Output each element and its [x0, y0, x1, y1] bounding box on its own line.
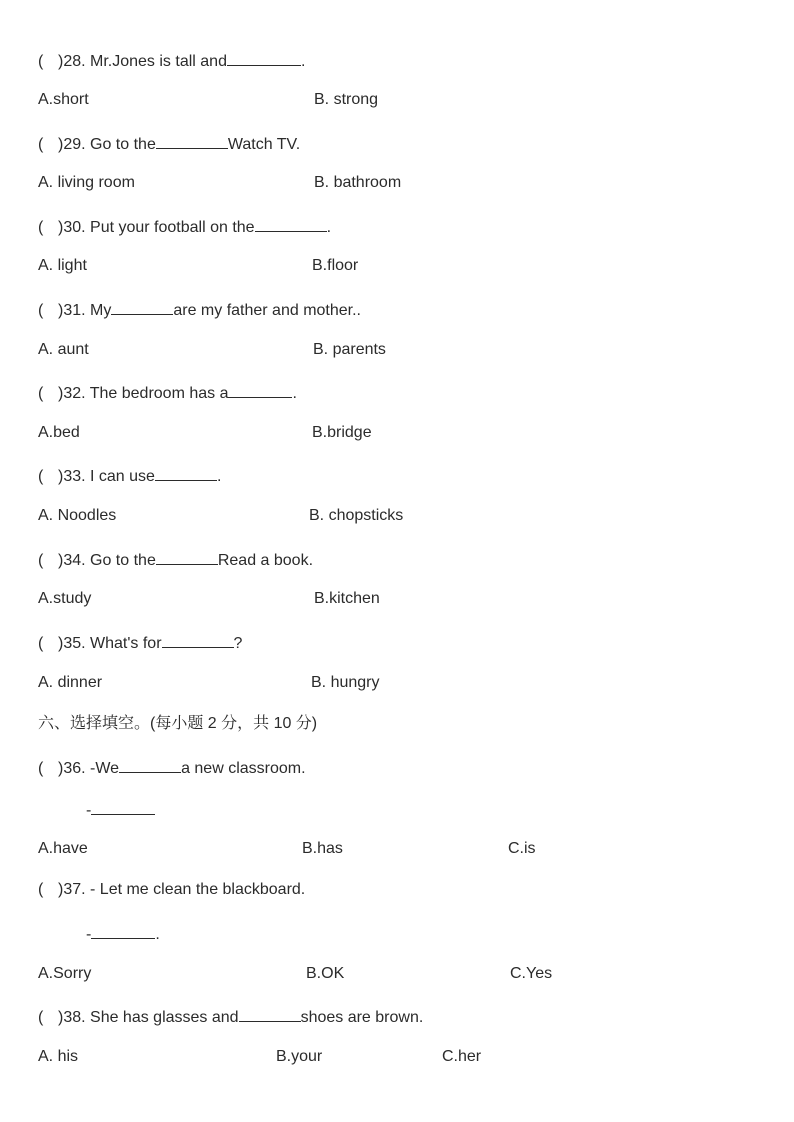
option-b: B. strong — [314, 91, 379, 108]
option-b: B. bathroom — [314, 174, 402, 191]
answer-blank[interactable] — [239, 1005, 301, 1022]
option-b: B.OK — [306, 965, 345, 982]
question-35: ( )35. What's for ? — [38, 631, 242, 654]
option-a: A.Sorry — [38, 965, 92, 982]
option-a: A. dinner — [38, 674, 103, 691]
option-a: A.study — [38, 590, 92, 607]
answer-blank[interactable] — [162, 631, 234, 648]
reply-line: - — [86, 798, 155, 821]
answer-blank[interactable] — [156, 132, 228, 149]
option-b: B.kitchen — [314, 590, 380, 607]
answer-paren[interactable]: ( — [38, 1009, 44, 1026]
answer-paren[interactable]: ( — [38, 881, 44, 898]
option-a: A. aunt — [38, 341, 89, 358]
question-31: ( )31. My are my father and mother.. — [38, 298, 361, 321]
answer-blank[interactable] — [227, 49, 301, 66]
question-36: ( )36. -We a new classroom. — [38, 756, 306, 779]
reply-blank[interactable] — [91, 798, 155, 815]
option-a: A.have — [38, 840, 88, 857]
answer-blank[interactable] — [156, 548, 218, 565]
question-34: ( )34. Go to the Read a book. — [38, 548, 313, 571]
question-29: ( )29. Go to the Watch TV. — [38, 132, 300, 155]
question-33: ( )33. I can use . — [38, 464, 221, 487]
option-c: C.is — [508, 840, 536, 857]
reply-line: - . — [86, 922, 160, 945]
answer-paren[interactable]: ( — [38, 219, 44, 236]
option-b: B. chopsticks — [309, 507, 404, 524]
option-a: A. his — [38, 1048, 79, 1065]
question-30: ( )30. Put your football on the . — [38, 215, 331, 238]
option-b: B. hungry — [311, 674, 380, 691]
question-38: ( )38. She has glasses and shoes are brown. — [38, 1005, 423, 1028]
option-b: B.has — [302, 840, 343, 857]
option-a: A. living room — [38, 174, 135, 191]
reply-blank[interactable] — [91, 922, 155, 939]
answer-paren[interactable]: ( — [38, 468, 44, 485]
answer-blank[interactable] — [228, 381, 292, 398]
answer-paren[interactable]: ( — [38, 53, 44, 70]
answer-blank[interactable] — [119, 756, 181, 773]
option-a: A. Noodles — [38, 507, 117, 524]
answer-paren[interactable]: ( — [38, 136, 44, 153]
answer-paren[interactable]: ( — [38, 302, 44, 319]
option-a: A. light — [38, 257, 87, 274]
answer-paren[interactable]: ( — [38, 385, 44, 402]
answer-paren[interactable]: ( — [38, 552, 44, 569]
answer-blank[interactable] — [155, 464, 217, 481]
option-b: B.floor — [312, 257, 359, 274]
option-a: A.short — [38, 91, 89, 108]
answer-blank[interactable] — [111, 298, 173, 315]
section-heading: 六、选择填空。(每小题 2 分，共 10 分) — [38, 715, 318, 732]
answer-blank[interactable] — [255, 215, 327, 232]
option-c: C.her — [442, 1048, 482, 1065]
answer-paren[interactable]: ( — [38, 635, 44, 652]
option-a: A.bed — [38, 424, 80, 441]
option-b: B.your — [276, 1048, 323, 1065]
question-32: ( )32. The bedroom has a . — [38, 381, 297, 404]
answer-paren[interactable]: ( — [38, 760, 44, 777]
question-37: ( )37. - Let me clean the blackboard. — [38, 881, 306, 898]
question-28: ( )28. Mr.Jones is tall and . — [38, 49, 305, 72]
option-c: C.Yes — [510, 965, 553, 982]
option-b: B. parents — [313, 341, 386, 358]
option-b: B.bridge — [312, 424, 372, 441]
